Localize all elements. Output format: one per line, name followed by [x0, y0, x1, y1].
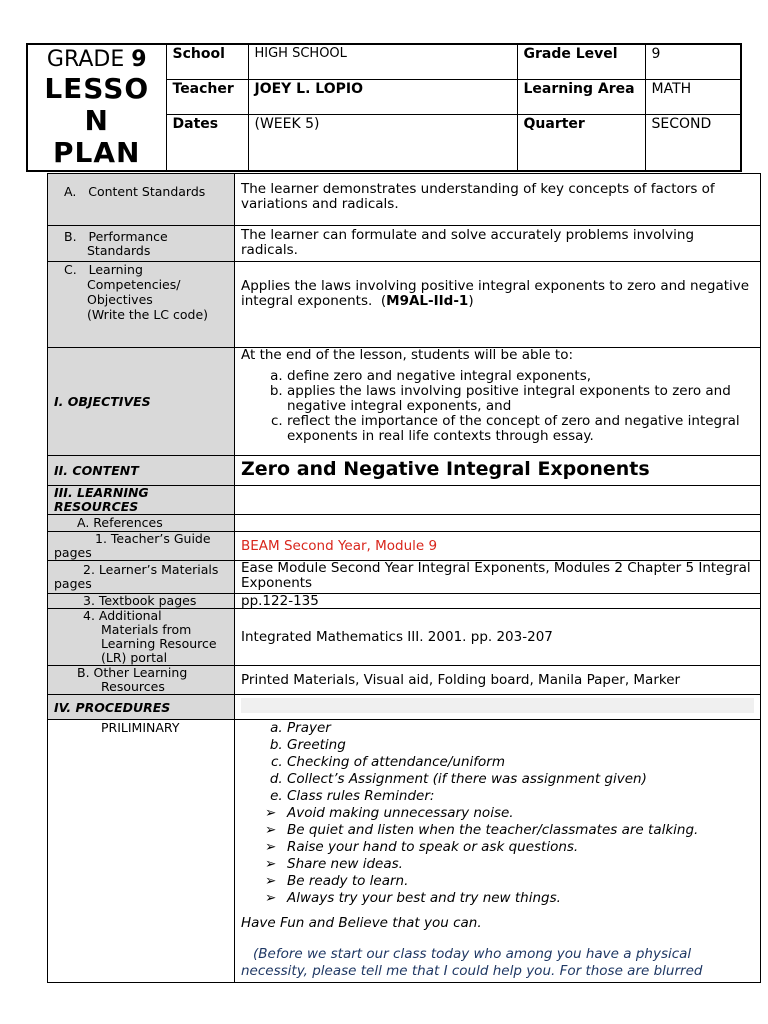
learning-resources-label: III. LEARNING RESOURCES — [48, 486, 235, 515]
textbook-label: 3. Textbook pages — [48, 594, 235, 609]
textbook-value: pp.122-135 — [235, 594, 761, 609]
grade-level-label: Grade Level — [517, 44, 645, 79]
performance-standards-value: The learner can formulate and solve accurately problems involving radicals. — [235, 226, 761, 262]
school-label: School — [166, 44, 248, 79]
teacher-value: JOEY L. LOPIO — [248, 79, 517, 114]
lesson-plan-table — [47, 173, 761, 983]
references-label: A. References — [48, 515, 235, 532]
grade-title: GRADE 9 — [46, 47, 147, 72]
row-preliminary — [48, 720, 761, 983]
preliminary-item: c. Checking of attendance/uniform — [287, 754, 754, 771]
row-learning-resources — [48, 486, 761, 515]
lesson-plan-title — [27, 44, 166, 171]
teacher-label: Teacher — [166, 79, 248, 114]
header-table — [26, 43, 742, 172]
title-line-1: LESSO — [44, 72, 150, 105]
grade-level-value: 9 — [645, 44, 741, 79]
procedures-value — [235, 695, 761, 720]
row-objectives — [48, 348, 761, 456]
objectives-list — [241, 369, 754, 444]
learners-materials-value: Ease Module Second Year Integral Exponents, Modules 2 Chapter 5 Integral Exponents — [235, 561, 761, 594]
title-line-2: N — [84, 104, 109, 137]
row-performance-standards — [48, 226, 761, 262]
class-rules-list — [241, 805, 754, 907]
class-rule: ➢ Raise your hand to speak or ask questions. — [265, 839, 579, 855]
content-label: II. CONTENT — [48, 456, 235, 486]
other-resources-label: B. Other Learning Resources — [48, 666, 235, 695]
class-rule: ➢ Be ready to learn. — [265, 873, 409, 889]
objective-item: b. applies the laws involving positive integral exponents to zero and negative integral exponents, and — [287, 384, 754, 414]
preliminary-item: d. Collect’s Assignment (if there was assignment given) — [287, 771, 754, 788]
procedures-shade — [241, 698, 754, 713]
quarter-label: Quarter — [517, 114, 645, 171]
content-standards-value: The learner demonstrates understanding of key concepts of factors of variations and radicals. — [235, 174, 761, 226]
row-competencies — [48, 262, 761, 348]
preliminary-item: a. Prayer — [287, 720, 754, 737]
quarter-value: SECOND — [645, 114, 741, 171]
arrow-bullet-icon: ➢ — [265, 822, 277, 838]
competencies-label: C. Learning Competencies/ Objectives (Write the LC code) — [48, 262, 235, 348]
objectives-label: I. OBJECTIVES — [48, 348, 235, 456]
teachers-guide-value: BEAM Second Year, Module 9 — [235, 532, 761, 561]
arrow-bullet-icon: ➢ — [265, 805, 277, 821]
dates-label: Dates — [166, 114, 248, 171]
row-learners-materials — [48, 561, 761, 594]
learners-materials-label: 2. Learner’s Materials pages — [48, 561, 235, 594]
row-content-standards — [48, 174, 761, 226]
learning-resources-value — [235, 486, 761, 515]
additional-materials-label: 4. Additional Materials from Learning Resource (LR) portal — [48, 609, 235, 666]
objective-item: a. define zero and negative integral exponents, — [287, 369, 754, 384]
preliminary-list — [241, 720, 754, 805]
closing-line: Have Fun and Believe that you can. — [241, 915, 482, 931]
content-title: Zero and Negative Integral Exponents — [235, 456, 761, 486]
arrow-bullet-icon: ➢ — [265, 856, 277, 872]
procedures-label: IV. PROCEDURES — [48, 695, 235, 720]
other-resources-value: Printed Materials, Visual aid, Folding board, Manila Paper, Marker — [235, 666, 761, 695]
class-rule: ➢ Share new ideas. — [265, 856, 403, 872]
row-references — [48, 515, 761, 532]
arrow-bullet-icon: ➢ — [265, 873, 277, 889]
arrow-bullet-icon: ➢ — [265, 890, 277, 906]
objective-item: c. reflect the importance of the concept of zero and negative integral exponents in real life contexts through essay. — [287, 414, 754, 444]
preliminary-item: e. Class rules Reminder: — [287, 788, 754, 805]
additional-materials-value: Integrated Mathematics III. 2001. pp. 203-207 — [235, 609, 761, 666]
content-standards-label: A. Content Standards — [48, 174, 235, 226]
arrow-bullet-icon: ➢ — [265, 839, 277, 855]
row-textbook — [48, 594, 761, 609]
class-rule: ➢ Avoid making unnecessary noise. — [265, 805, 514, 821]
title-line-3: PLAN — [53, 136, 141, 169]
performance-standards-label: B. Performance Standards — [48, 226, 235, 262]
teachers-guide-label: 1. Teacher’s Guide pages — [48, 532, 235, 561]
dates-value: (WEEK 5) — [248, 114, 517, 171]
objectives-value — [235, 348, 761, 456]
row-teachers-guide — [48, 532, 761, 561]
lc-code: M9AL-IId-1 — [386, 293, 469, 309]
preliminary-value — [235, 720, 761, 983]
teacher-note: (Before we start our class today who among you have a physical necessity, please tell me that I could help you. For those are blurred — [241, 946, 703, 979]
school-value: HIGH SCHOOL — [248, 44, 517, 79]
row-content — [48, 456, 761, 486]
preliminary-label: PRILIMINARY — [48, 720, 235, 983]
learning-area-value: MATH — [645, 79, 741, 114]
preliminary-item: b. Greeting — [287, 737, 754, 754]
row-additional-materials — [48, 609, 761, 666]
objectives-intro: At the end of the lesson, students will be able to: — [241, 347, 573, 363]
references-value — [235, 515, 761, 532]
competencies-value: Applies the laws involving positive integral exponents to zero and negative integral exponents. (M9AL-IId-1) — [235, 262, 761, 348]
row-other-resources — [48, 666, 761, 695]
row-procedures — [48, 695, 761, 720]
learning-area-label: Learning Area — [517, 79, 645, 114]
class-rule: ➢ Always try your best and try new things. — [265, 890, 561, 906]
class-rule: ➢ Be quiet and listen when the teacher/classmates are talking. — [265, 822, 699, 838]
